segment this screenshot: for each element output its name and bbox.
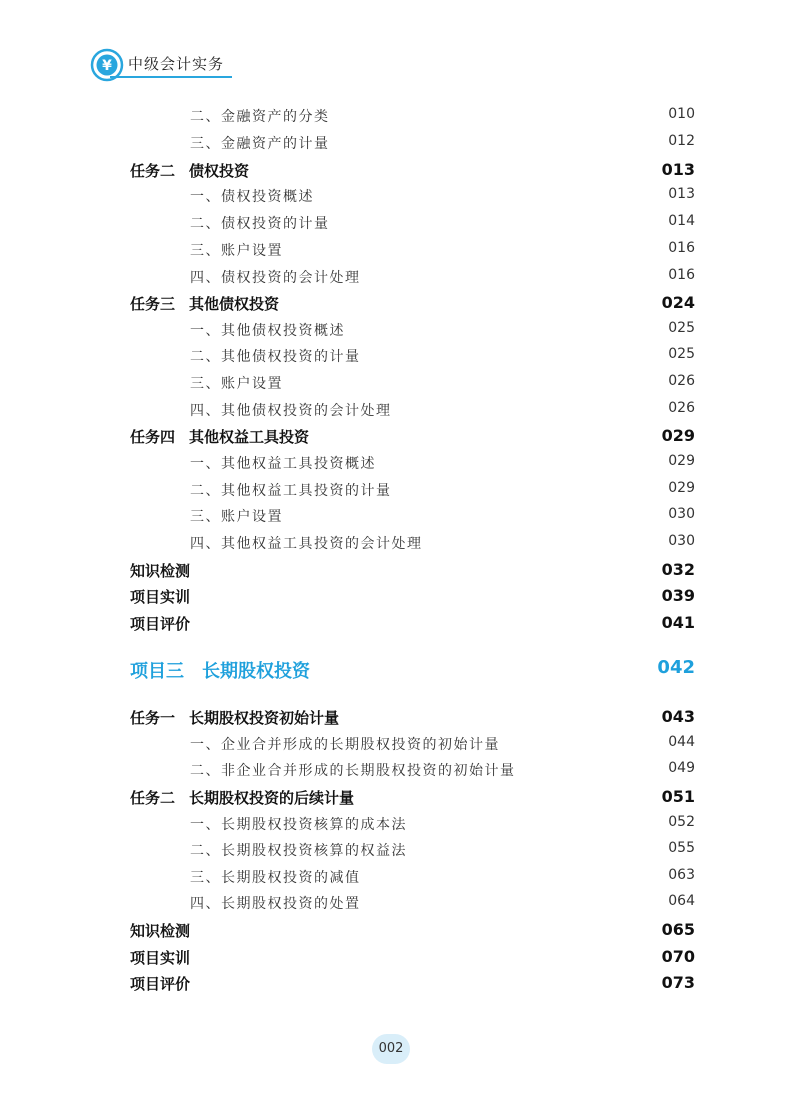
toc-entry-heading: 其他债权投资 bbox=[189, 295, 280, 313]
toc-entry-label: 项目评价 bbox=[130, 615, 191, 633]
toc-page-number: 016 bbox=[668, 267, 695, 283]
toc-entry-title: 一、企业合并形成的长期股权投资的初始计量 bbox=[190, 737, 500, 753]
toc-page-number: 013 bbox=[668, 186, 695, 202]
toc-entry-label: 项目评价 bbox=[130, 975, 191, 993]
toc-entry-title: 二、长期股权投资核算的权益法 bbox=[190, 843, 407, 859]
toc-entry-title: 三、账户设置 bbox=[190, 243, 283, 259]
toc-entry-label: 项目实训 bbox=[130, 588, 191, 606]
toc-entry-label: 任务二 bbox=[130, 789, 176, 807]
toc-page-number: 043 bbox=[661, 707, 695, 726]
toc-page-number: 049 bbox=[668, 760, 695, 776]
toc-entry-title bbox=[130, 586, 190, 607]
book-header bbox=[90, 48, 230, 82]
toc-entry-title bbox=[130, 787, 354, 808]
toc-entry-title bbox=[130, 613, 190, 634]
toc-entry-label: 任务二 bbox=[130, 162, 176, 180]
toc-page-number: 065 bbox=[661, 920, 695, 939]
toc-entry-label: 任务四 bbox=[130, 428, 176, 446]
toc-entry-title: 三、金融资产的计量 bbox=[190, 136, 330, 152]
toc-entry-title: 一、其他权益工具投资概述 bbox=[190, 456, 376, 472]
toc-page-number: 063 bbox=[668, 867, 695, 883]
toc-page-number: 055 bbox=[668, 840, 695, 856]
toc-entry-title: 三、长期股权投资的减值 bbox=[190, 870, 361, 886]
toc-entry-title bbox=[130, 160, 249, 181]
toc-entry-title bbox=[130, 920, 190, 941]
toc-entry-title: 二、非企业合并形成的长期股权投资的初始计量 bbox=[190, 763, 516, 779]
toc-page-number: 016 bbox=[668, 240, 695, 256]
toc-entry-title: 一、其他债权投资概述 bbox=[190, 323, 345, 339]
book-title: 中级会计实务 bbox=[128, 55, 225, 73]
toc-page-number: 030 bbox=[668, 506, 695, 522]
toc-entry-title: 三、账户设置 bbox=[190, 376, 283, 392]
svg-text:¥: ¥ bbox=[102, 58, 112, 74]
toc-entry-title bbox=[130, 973, 190, 994]
toc-entry-title bbox=[130, 293, 279, 314]
toc-page-number: 026 bbox=[668, 400, 695, 416]
toc-page-number: 064 bbox=[668, 893, 695, 909]
toc-page-number: 073 bbox=[661, 973, 695, 992]
toc-entry-title: 二、其他债权投资的计量 bbox=[190, 349, 361, 365]
toc-entry-title: 二、金融资产的分类 bbox=[190, 109, 330, 125]
toc-entry-heading: 其他权益工具投资 bbox=[189, 428, 310, 446]
toc-page-number: 041 bbox=[661, 613, 695, 632]
toc-entry-heading: 长期股权投资初始计量 bbox=[189, 709, 340, 727]
toc-entry-title: 一、长期股权投资核算的成本法 bbox=[190, 817, 407, 833]
toc-page-number: 052 bbox=[668, 814, 695, 830]
toc-page-number: 044 bbox=[668, 734, 695, 750]
toc-page-number: 026 bbox=[668, 373, 695, 389]
toc-page-number: 014 bbox=[668, 213, 695, 229]
toc-entry-title bbox=[130, 707, 339, 728]
toc-entry-title: 二、债权投资的计量 bbox=[190, 216, 330, 232]
toc-page-number: 024 bbox=[661, 293, 695, 312]
toc-entry-title: 三、账户设置 bbox=[190, 509, 283, 525]
toc-entry-label: 知识检测 bbox=[130, 922, 191, 940]
toc-entry-label: 项目三 bbox=[130, 661, 184, 682]
toc-entry-heading: 债权投资 bbox=[189, 162, 250, 180]
toc-entry-title bbox=[130, 657, 310, 683]
toc-entry-title bbox=[130, 560, 190, 581]
toc-page-number: 025 bbox=[668, 346, 695, 362]
toc-entry-title bbox=[130, 947, 190, 968]
toc-entry-label: 任务一 bbox=[130, 709, 176, 727]
toc-page-number: 039 bbox=[661, 586, 695, 605]
toc-page-number: 013 bbox=[661, 160, 695, 179]
toc-page-number: 029 bbox=[668, 480, 695, 496]
toc-entry-title: 二、其他权益工具投资的计量 bbox=[190, 483, 392, 499]
toc-entry-title: 四、其他债权投资的会计处理 bbox=[190, 403, 392, 419]
toc-page-number: 030 bbox=[668, 533, 695, 549]
toc-entry-title: 四、债权投资的会计处理 bbox=[190, 270, 361, 286]
toc-entry-heading: 长期股权投资的后续计量 bbox=[189, 789, 355, 807]
toc-entry-title: 四、长期股权投资的处置 bbox=[190, 896, 361, 912]
toc-page-number: 051 bbox=[661, 787, 695, 806]
toc-page-number: 029 bbox=[661, 426, 695, 445]
toc-page-number: 025 bbox=[668, 320, 695, 336]
toc-page-number: 029 bbox=[668, 453, 695, 469]
toc-entry-label: 项目实训 bbox=[130, 949, 191, 967]
toc-page-number: 070 bbox=[661, 947, 695, 966]
toc-page-number: 010 bbox=[668, 106, 695, 122]
toc-entry-title: 四、其他权益工具投资的会计处理 bbox=[190, 536, 423, 552]
toc-entry-label: 任务三 bbox=[130, 295, 176, 313]
toc-entry-label: 知识检测 bbox=[130, 562, 191, 580]
toc-entry-heading: 长期股权投资 bbox=[202, 661, 310, 682]
toc-entry-title: 一、债权投资概述 bbox=[190, 189, 314, 205]
toc-page-number: 042 bbox=[657, 657, 695, 678]
toc-page-number: 032 bbox=[661, 560, 695, 579]
toc-page-number: 012 bbox=[668, 133, 695, 149]
toc-entry-title bbox=[130, 426, 309, 447]
page-number: 002 bbox=[372, 1034, 410, 1064]
